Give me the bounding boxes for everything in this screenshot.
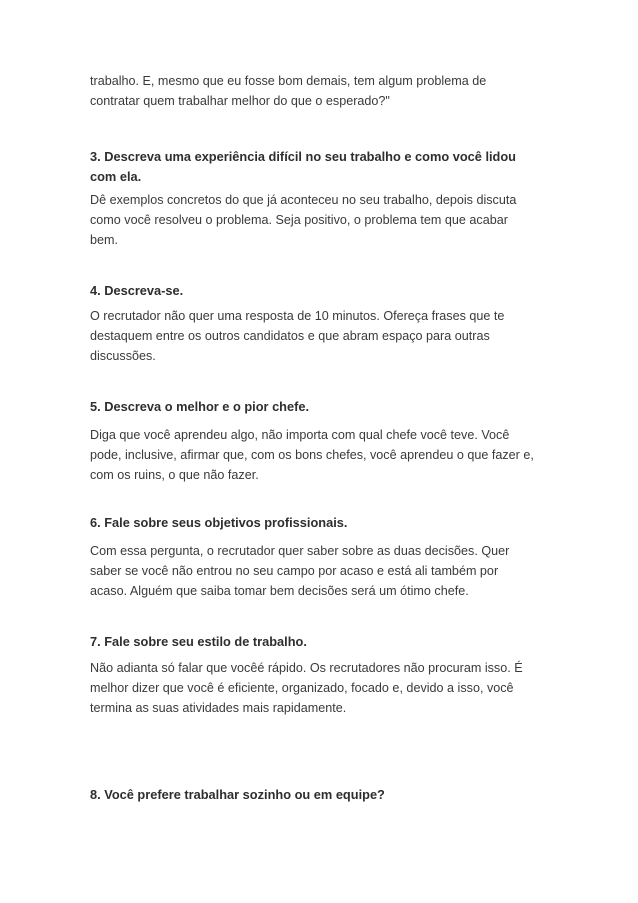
text-line: discussões.	[90, 349, 156, 363]
text-line: trabalho. E, mesmo que eu fosse bom demais, tem algum problema de	[90, 74, 487, 88]
heading-line: com ela.	[90, 169, 142, 184]
section-heading-4	[90, 281, 550, 301]
text-line: Diga que você aprendeu algo, não importa com qual chefe você teve. Você	[90, 428, 510, 442]
text-line: Não adianta só falar que vocêé rápido. Os recrutadores não procuram isso. É	[90, 661, 523, 675]
text-line: saber se você não entrou no seu campo por acaso e está ali também por	[90, 564, 499, 578]
heading-line: 8. Você prefere trabalhar sozinho ou em equipe?	[90, 787, 385, 802]
section-heading-6	[90, 513, 550, 533]
text-line: contratar quem trabalhar melhor do que o esperado?"	[90, 94, 390, 108]
heading-line: 3. Descreva uma experiência difícil no seu trabalho e como você lidou	[90, 149, 517, 164]
text-line: termina as suas atividades mais rapidamente.	[90, 701, 347, 715]
text-line: Dê exemplos concretos do que já aconteceu no seu trabalho, depois discuta	[90, 193, 517, 207]
section-body-5	[90, 425, 550, 485]
section-heading-5	[90, 397, 550, 417]
section-heading-8	[90, 785, 550, 805]
text-line: bem.	[90, 233, 118, 247]
text-line: acaso. Alguém que saiba tomar bem decisões será um ótimo chefe.	[90, 584, 469, 598]
heading-line: 6. Fale sobre seus objetivos profissionais.	[90, 515, 348, 530]
text-line: pode, inclusive, afirmar que, com os bons chefes, você aprendeu o que fazer e,	[90, 448, 534, 462]
heading-line: 5. Descreva o melhor e o pior chefe.	[90, 399, 310, 414]
text-line: destaquem entre os outros candidatos e que abram espaço para outras	[90, 329, 490, 343]
heading-line: 4. Descreva-se.	[90, 283, 184, 298]
text-line: com os ruins, o que não fazer.	[90, 468, 259, 482]
heading-line: 7. Fale sobre seu estilo de trabalho.	[90, 634, 307, 649]
text-line: O recrutador não quer uma resposta de 10 minutos. Ofereça frases que te	[90, 309, 505, 323]
intro-paragraph	[90, 71, 550, 111]
section-body-7	[90, 658, 550, 718]
section-body-4	[90, 306, 550, 366]
section-body-3	[90, 190, 550, 250]
text-line: Com essa pergunta, o recrutador quer saber sobre as duas decisões. Quer	[90, 544, 510, 558]
section-heading-7	[90, 632, 550, 652]
text-line: como você resolveu o problema. Seja positivo, o problema tem que acabar	[90, 213, 508, 227]
section-body-6	[90, 541, 550, 601]
text-line: melhor dizer que você é eficiente, organizado, focado e, devido a isso, você	[90, 681, 514, 695]
section-heading-3	[90, 147, 550, 187]
